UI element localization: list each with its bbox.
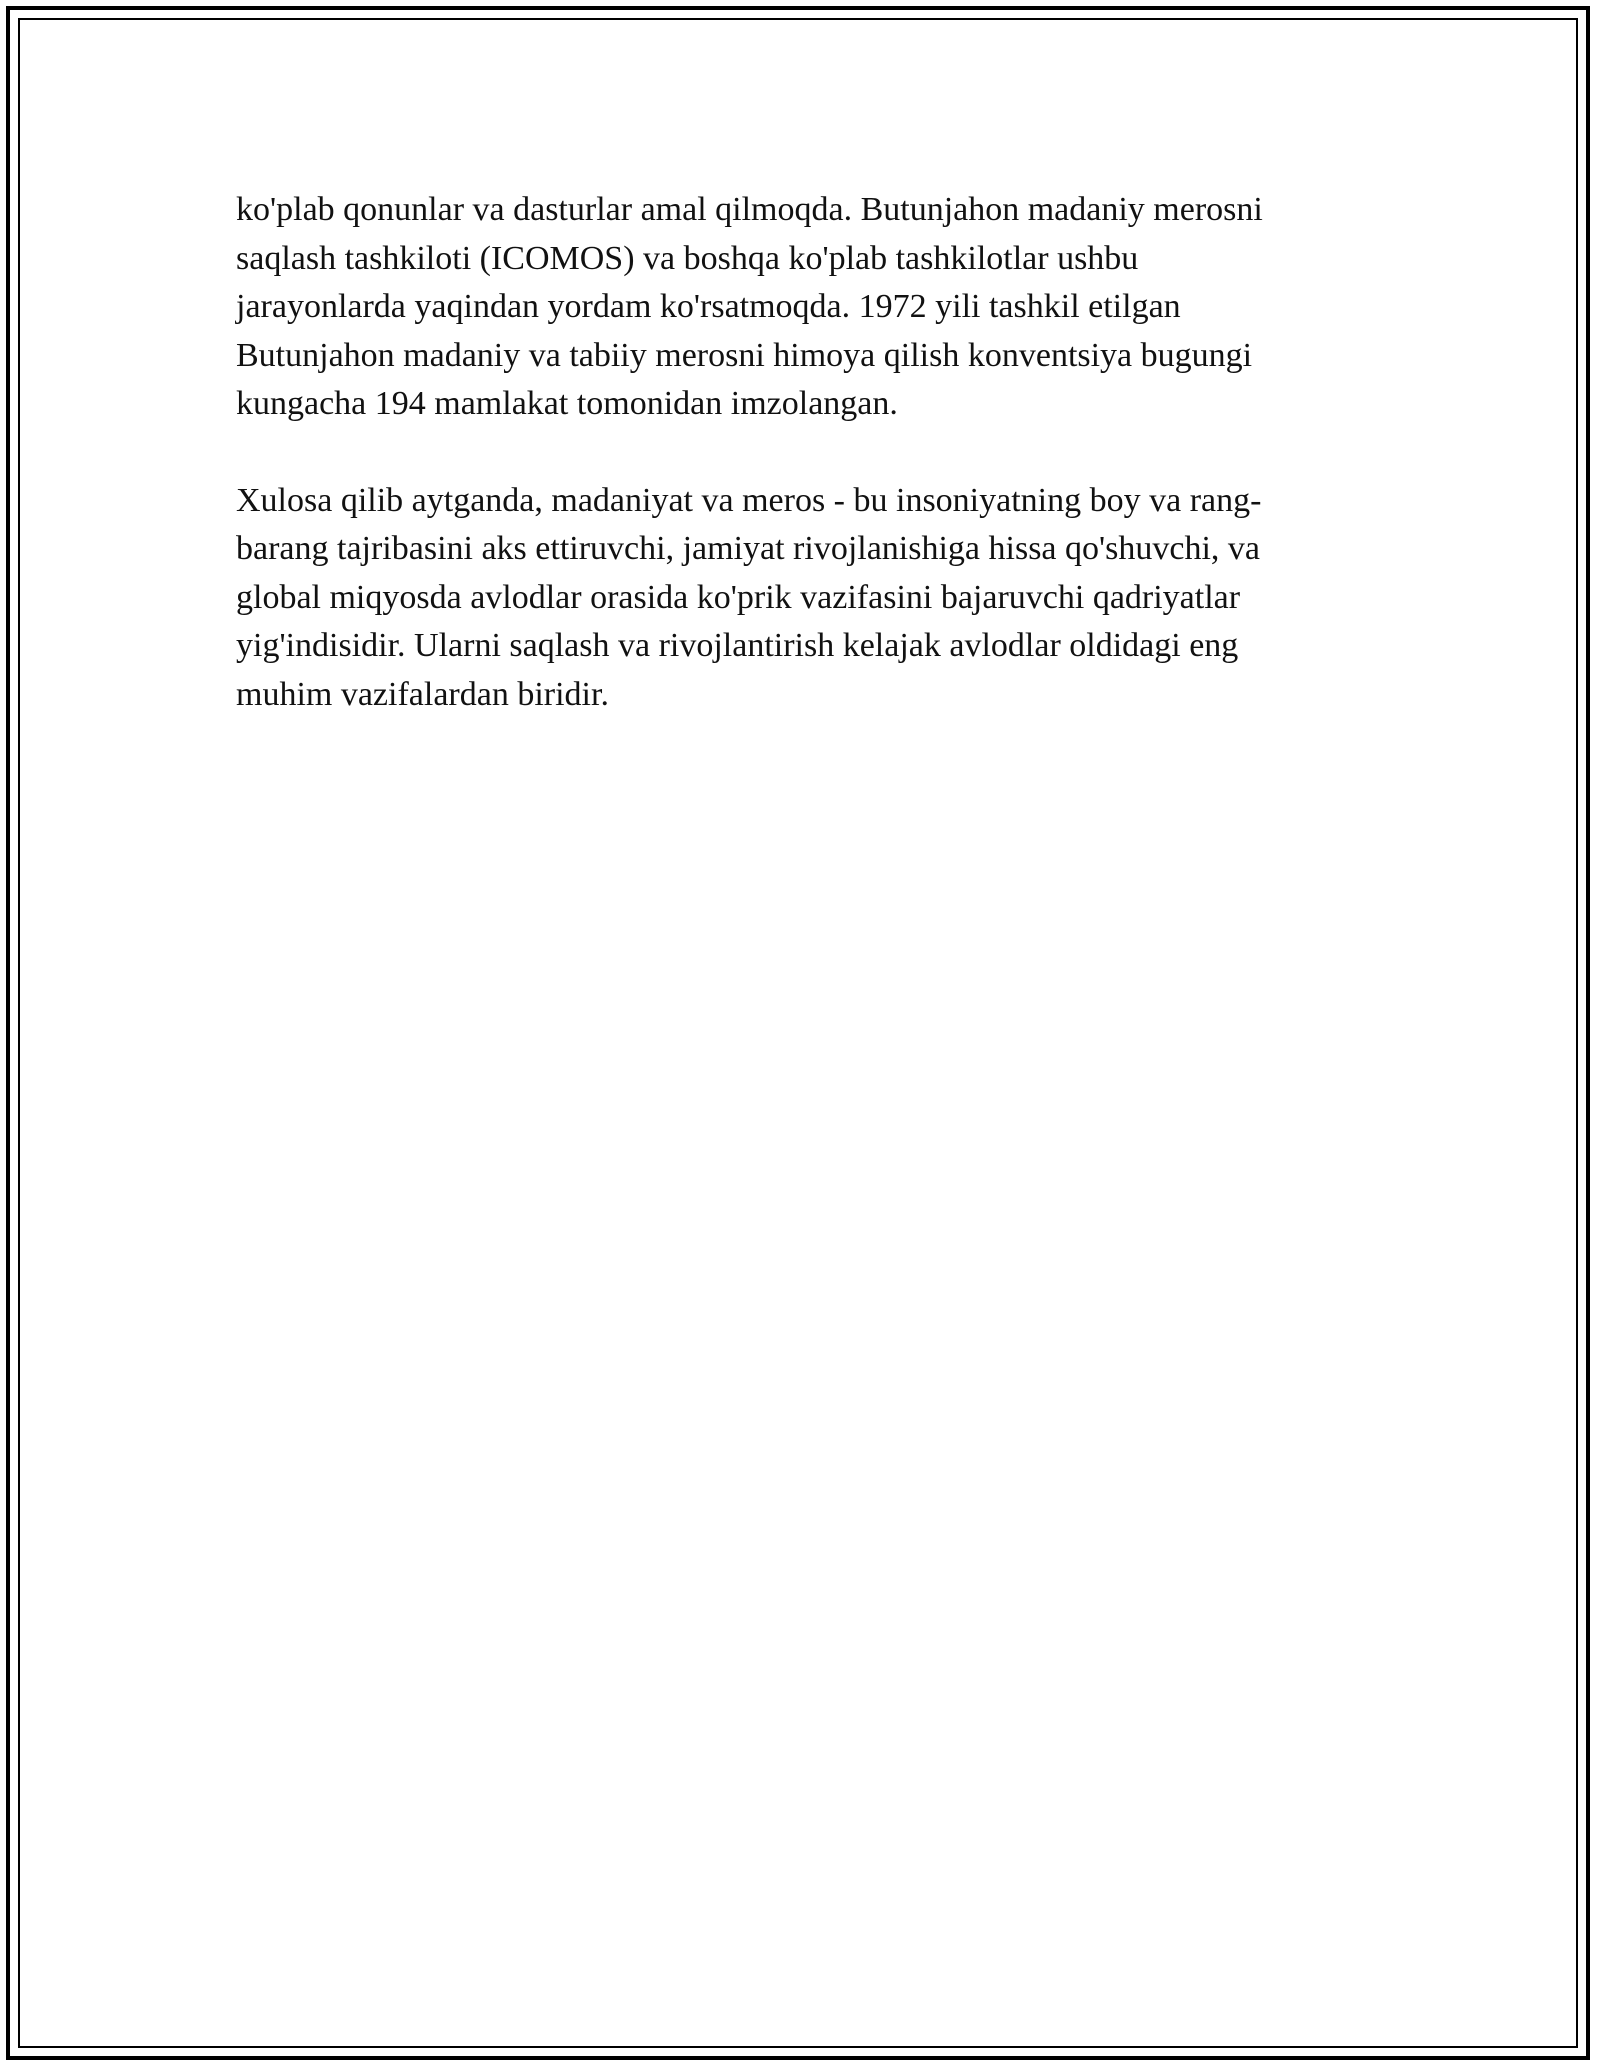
text-line: kungacha 194 mamlakat tomonidan imzolangan. [236, 385, 898, 422]
text-line: yig'indisidir. Ularni saqlash va rivojlantirish kelajak avlodlar oldidagi eng [236, 627, 1239, 664]
text-line: Butunjahon madaniy va tabiiy merosni himoya qilish konventsiya bugungi [236, 336, 1253, 374]
text-line: barang tajribasini aks ettiruvchi, jamiyat rivojlanishiga hissa qo'shuvchi, va [236, 530, 1261, 567]
paragraph-conclusion [236, 477, 1366, 720]
text-line: jarayonlarda yaqindan yordam ko'rsatmoqda. 1972 yili tashkil etilgan [236, 288, 1181, 325]
text-line: ko'plab qonunlar va dasturlar amal qilmoqda. Butunjahon madaniy merosni [236, 191, 1263, 228]
text-line: saqlash tashkiloti (ICOMOS) va boshqa ko'plab tashkilotlar ushbu [236, 239, 1139, 277]
document-body [236, 186, 1366, 767]
paragraph-legal-framework [236, 186, 1366, 429]
text-line: muhim vazifalardan biridir. [236, 675, 609, 713]
text-line: global miqyosda avlodlar orasida ko'prik vazifasini bajaruvchi qadriyatlar [236, 578, 1241, 616]
text-line: Xulosa qilib aytganda, madaniyat va meros - bu insoniyatning boy va rang- [236, 481, 1262, 519]
